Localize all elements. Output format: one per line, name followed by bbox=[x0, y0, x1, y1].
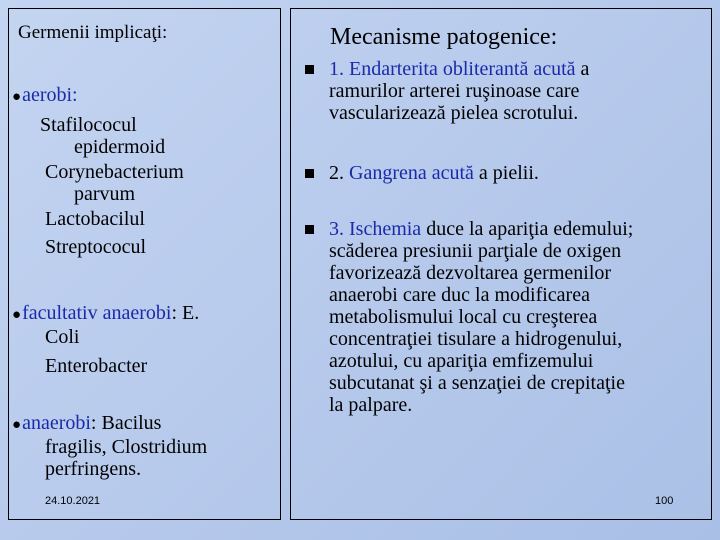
facultativ-rest: : E. bbox=[171, 302, 200, 324]
item3-line: la palpare. bbox=[329, 394, 413, 416]
page-number: 100 bbox=[655, 495, 674, 507]
anaerobi-item: fragilis, Clostridium bbox=[45, 436, 208, 458]
aerobi-item: parvum bbox=[74, 183, 136, 205]
aerobi-item: Lactobacilul bbox=[45, 208, 145, 230]
item3-line: concentraţiei tisulare a hidrogenului, bbox=[329, 328, 623, 350]
item3-line: azotului, cu apariţia emfizemului bbox=[329, 350, 594, 372]
item3-line: favorizează dezvoltarea germenilor bbox=[329, 262, 612, 284]
anaerobi-rest: : Bacilus bbox=[90, 412, 162, 434]
aerobi-item: Stafilococul bbox=[40, 114, 137, 136]
item2-rest: a pielii. bbox=[473, 162, 539, 184]
item1-prefix: 1. bbox=[329, 58, 349, 80]
mechanism-item-2 bbox=[305, 162, 705, 184]
item3-line: subcutanat şi a senzaţiei de crepitaţie bbox=[329, 372, 625, 394]
facultativ-item: Enterobacter bbox=[45, 355, 148, 377]
item3-line: metabolismului local cu creşterea bbox=[329, 306, 598, 328]
facultativ-item: Coli bbox=[45, 326, 80, 348]
group-facultativ bbox=[12, 302, 199, 377]
left-title: Germenii implicaţi: bbox=[18, 22, 168, 43]
item3-line: scăderea presiunii parţiale de oxigen bbox=[329, 240, 622, 262]
bullet-icon: ● bbox=[12, 89, 22, 105]
slide-date: 24.10.2021 bbox=[45, 495, 101, 507]
item3-highlight: Ischemia bbox=[349, 218, 422, 240]
item1-highlight: Endarterita obliterantă acută bbox=[349, 58, 576, 80]
mechanism-item-3 bbox=[305, 218, 705, 416]
facultativ-label: facultativ anaerobi bbox=[22, 302, 172, 324]
item2-prefix: 2. bbox=[329, 162, 349, 184]
square-bullet-icon bbox=[305, 225, 314, 234]
item1-line: vascularizează pielea scrotului. bbox=[329, 102, 579, 124]
item3-line: duce la apariţia edemului; bbox=[421, 218, 634, 240]
aerobi-item: epidermoid bbox=[74, 136, 166, 158]
mechanism-item-1 bbox=[305, 58, 705, 124]
anaerobi-item: perfringens. bbox=[45, 458, 142, 480]
item3-line: anaerobi care duc la modificarea bbox=[329, 284, 590, 306]
aerobi-item: Corynebacterium bbox=[45, 161, 184, 183]
aerobi-item: Streptococul bbox=[45, 236, 147, 258]
bullet-icon: ● bbox=[12, 417, 22, 433]
aerobi-colon: : bbox=[72, 84, 78, 106]
bullet-icon: ● bbox=[12, 307, 22, 323]
item2-highlight: Gangrena acută bbox=[349, 162, 474, 184]
square-bullet-icon bbox=[305, 65, 314, 74]
item1-line: a bbox=[575, 58, 590, 80]
item1-line: ramurilor arterei ruşinoase care bbox=[329, 80, 580, 102]
group-aerobi bbox=[12, 84, 184, 258]
square-bullet-icon bbox=[305, 169, 314, 178]
group-anaerobi bbox=[12, 412, 207, 480]
item3-prefix: 3. bbox=[329, 218, 349, 240]
anaerobi-label: anaerobi bbox=[22, 412, 91, 434]
aerobi-label: aerobi bbox=[22, 84, 73, 106]
right-title: Mecanisme patogenice: bbox=[330, 24, 558, 50]
